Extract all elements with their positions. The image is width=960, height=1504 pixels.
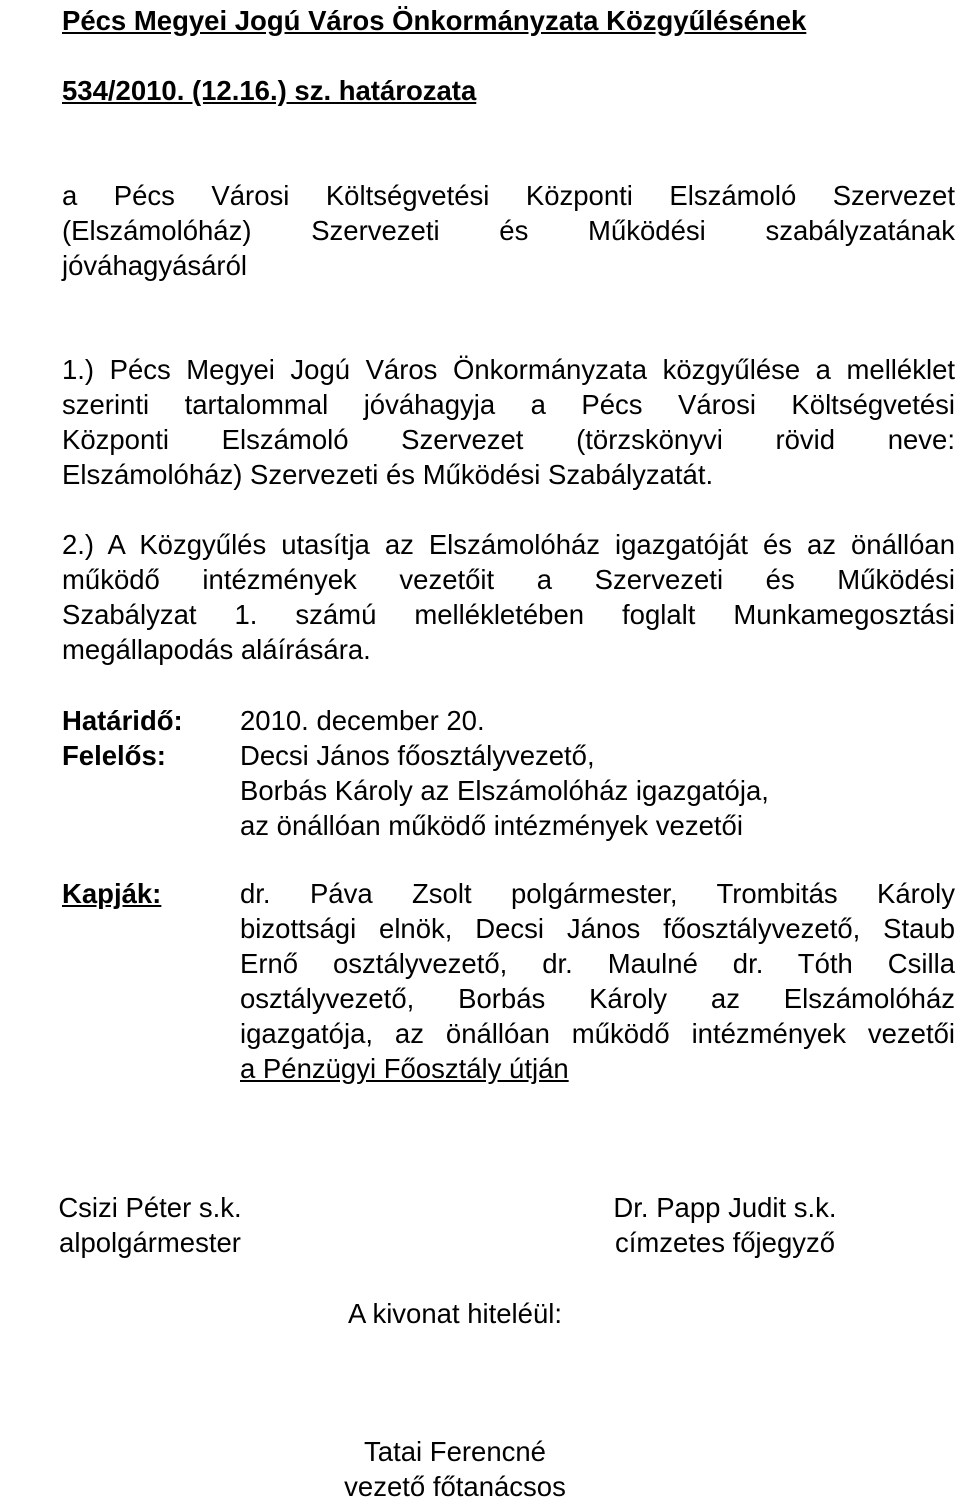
paragraph-line: megállapodás aláírására.: [62, 634, 371, 665]
deadline-label: Határidő:: [62, 705, 183, 736]
recipients-line: osztályvezető, Borbás Károly az Elszámolóház: [240, 983, 955, 1014]
certifier-name: Tatai Ferencné: [364, 1436, 546, 1467]
subject-line: jóváhagyásáról: [62, 250, 247, 281]
recipients-line: igazgatója, az önállóan működő intézmények vezetői: [240, 1018, 955, 1049]
certification-signature: [320, 1434, 590, 1504]
responsible-label-text: Felelős:: [62, 740, 166, 771]
paragraph-line: 2.) A Közgyűlés utasítja az Elszámolóház igazgatóját és az önállóan: [62, 529, 955, 560]
paragraph-line: Elszámolóház) Szervezeti és Működési Szabályzatát.: [62, 459, 714, 490]
responsible-line: az önállóan működő intézmények vezetői: [240, 810, 743, 841]
paragraph-line: Központi Elszámoló Szervezet (törzskönyvi rövid neve:: [62, 424, 955, 455]
signatory-name: Csizi Péter s.k.: [58, 1192, 242, 1223]
recipients-line: Ernő osztályvezető, dr. Maulné dr. Tóth Csilla: [240, 948, 955, 979]
paragraph-line: működő intézmények vezetőit a Szervezeti és Működési: [62, 564, 955, 595]
recipients-list: [240, 876, 955, 1086]
signatory-name: Dr. Papp Judit s.k.: [613, 1192, 837, 1223]
recipients-line: bizottsági elnök, Decsi János főosztályvezető, Staub: [240, 913, 955, 944]
signature-left: [40, 1190, 260, 1260]
responsible-line: Borbás Károly az Elszámolóház igazgatója,: [240, 775, 769, 806]
paragraph-2: [62, 527, 955, 667]
certifier-title: vezető főtanácsos: [344, 1471, 566, 1502]
signature-right: [590, 1190, 860, 1260]
paragraph-line: Szabályzat 1. számú mellékletében foglalt Munkamegosztási: [62, 599, 955, 630]
paragraph-line: 1.) Pécs Megyei Jogú Város Önkormányzata közgyűlése a melléklet: [62, 354, 955, 385]
signatory-title: alpolgármester: [59, 1227, 241, 1258]
subject-line: (Elszámolóház) Szervezeti és Működési szabályzatának: [62, 215, 955, 246]
subject-line: a Pécs Városi Költségvetési Központi Elszámoló Szervezet: [62, 180, 955, 211]
responsible-label: [62, 738, 166, 773]
paragraph-1: [62, 352, 955, 492]
certification-label: A kivonat hiteléül:: [347, 1298, 563, 1329]
responsible-list: [240, 738, 769, 843]
deadline-value: 2010. december 20.: [240, 705, 485, 736]
document-title: Pécs Megyei Jogú Város Önkormányzata Közgyűlésének: [62, 5, 807, 36]
recipients-last-line: a Pénzügyi Főosztály útján: [240, 1053, 569, 1084]
resolution-number: 534/2010. (12.16.) sz. határozata: [62, 75, 477, 106]
responsible-line: Decsi János főosztályvezető,: [240, 740, 595, 771]
resolution-subject: [62, 178, 955, 283]
signatory-title: címzetes főjegyző: [614, 1227, 836, 1258]
paragraph-line: szerinti tartalommal jóváhagyja a Pécs Városi Költségvetési: [62, 389, 955, 420]
recipients-line: dr. Páva Zsolt polgármester, Trombitás Károly: [240, 878, 955, 909]
recipients-label: Kapják:: [62, 878, 162, 909]
